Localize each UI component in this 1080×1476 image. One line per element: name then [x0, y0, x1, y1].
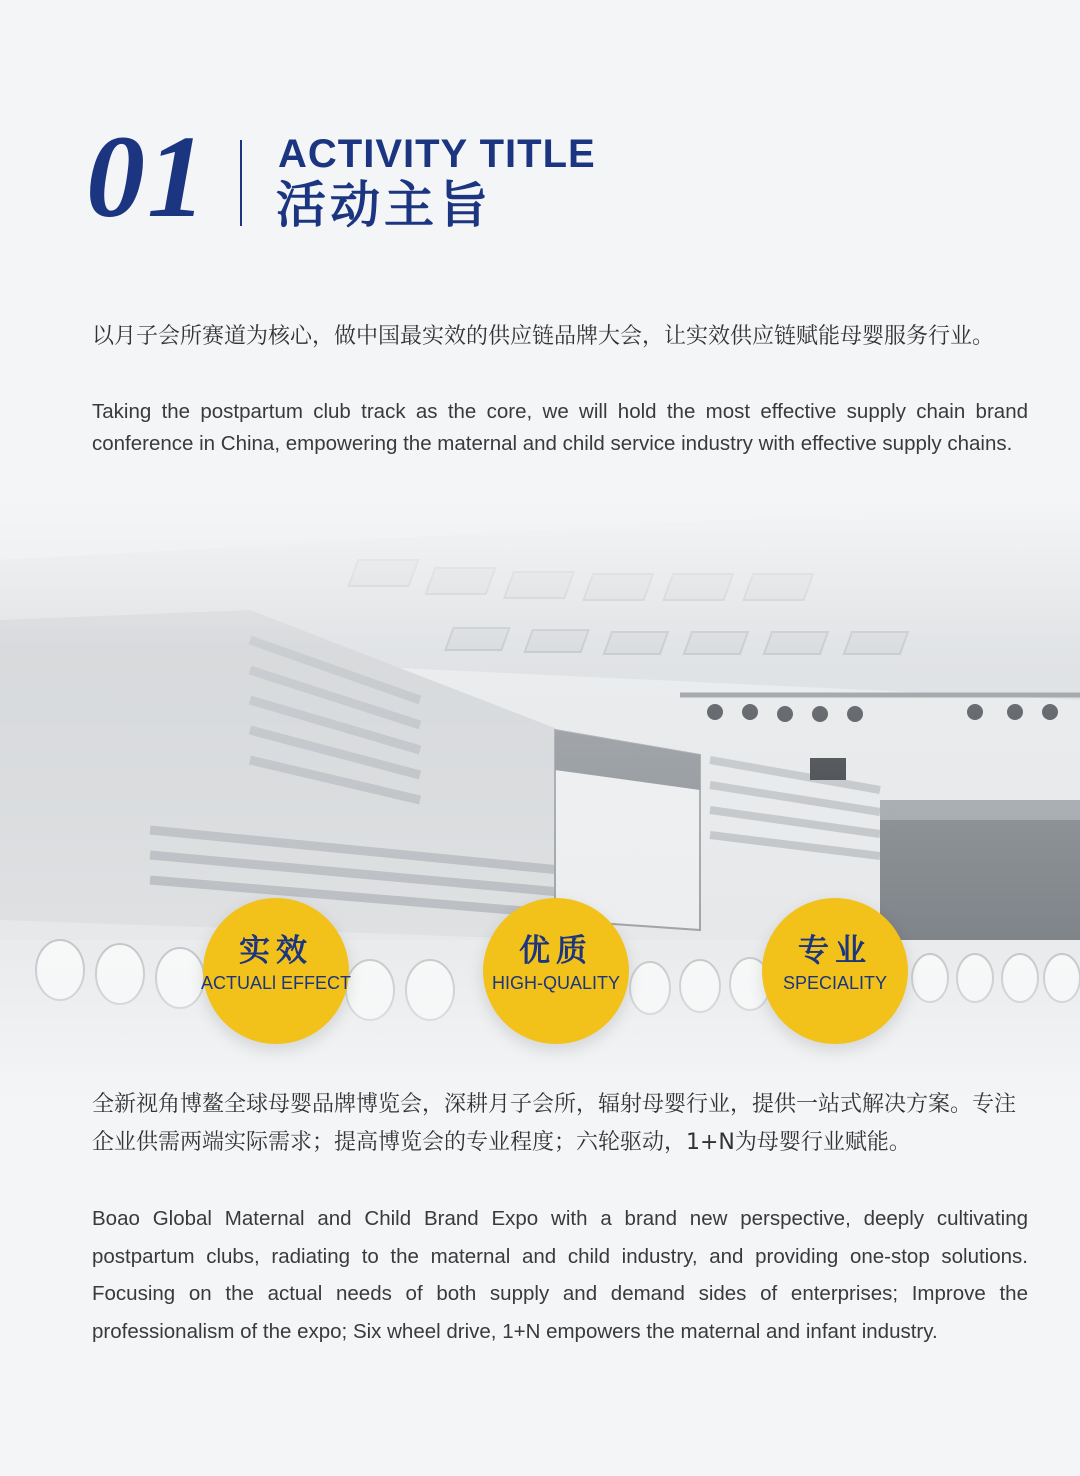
badge-speciality [762, 898, 908, 1044]
section-title-en: ACTIVITY TITLE [278, 132, 596, 176]
badge-label-en: ACTUALl EFFECT [200, 973, 351, 993]
badge-actual-effect [200, 898, 351, 1044]
badge-label-cn: 优质 [519, 933, 593, 969]
badge-label-en: HIGH-QUALITY [491, 973, 620, 993]
header-divider [240, 140, 242, 226]
section-title-cn: 活动主旨 [276, 176, 492, 234]
body-paragraph-en: Boao Global Maternal and Child Brand Expo with a brand new perspective, deeply cultivating postpartum clubs, radiating to the maternal and child industry, and providing one-stop solutions. Focusing on the actual needs of both supply and demand sides of enterprises; Improve the professionalism of the expo; Six wheel drive, 1+N empowers the maternal and infant industry. [92, 1207, 1028, 1343]
badge-label-en: SPECIALITY [782, 973, 888, 993]
badge-high-quality [483, 898, 629, 1044]
intro-paragraph-cn: 以月子会所赛道为核心，做中国最实效的供应链品牌大会，让实效供应链赋能母婴服务行业。 [92, 324, 995, 349]
badge-label-cn: 专业 [798, 933, 872, 969]
body-paragraph-cn: 全新视角博鳌全球母婴品牌博览会，深耕月子会所，辐射母婴行业，提供一站式解决方案。专注企业供需两端实际需求；提高博览会的专业程度；六轮驱动，1+N为母婴行业赋能。 [92, 1092, 1017, 1155]
section-number: 01 [86, 111, 208, 242]
badge-label-cn: 实效 [239, 933, 313, 969]
intro-paragraph-en: Taking the postpartum club track as the core, we will hold the most effective supply chain brand conference in China, empowering the maternal and child service industry with effective supply chains. [92, 400, 1028, 455]
